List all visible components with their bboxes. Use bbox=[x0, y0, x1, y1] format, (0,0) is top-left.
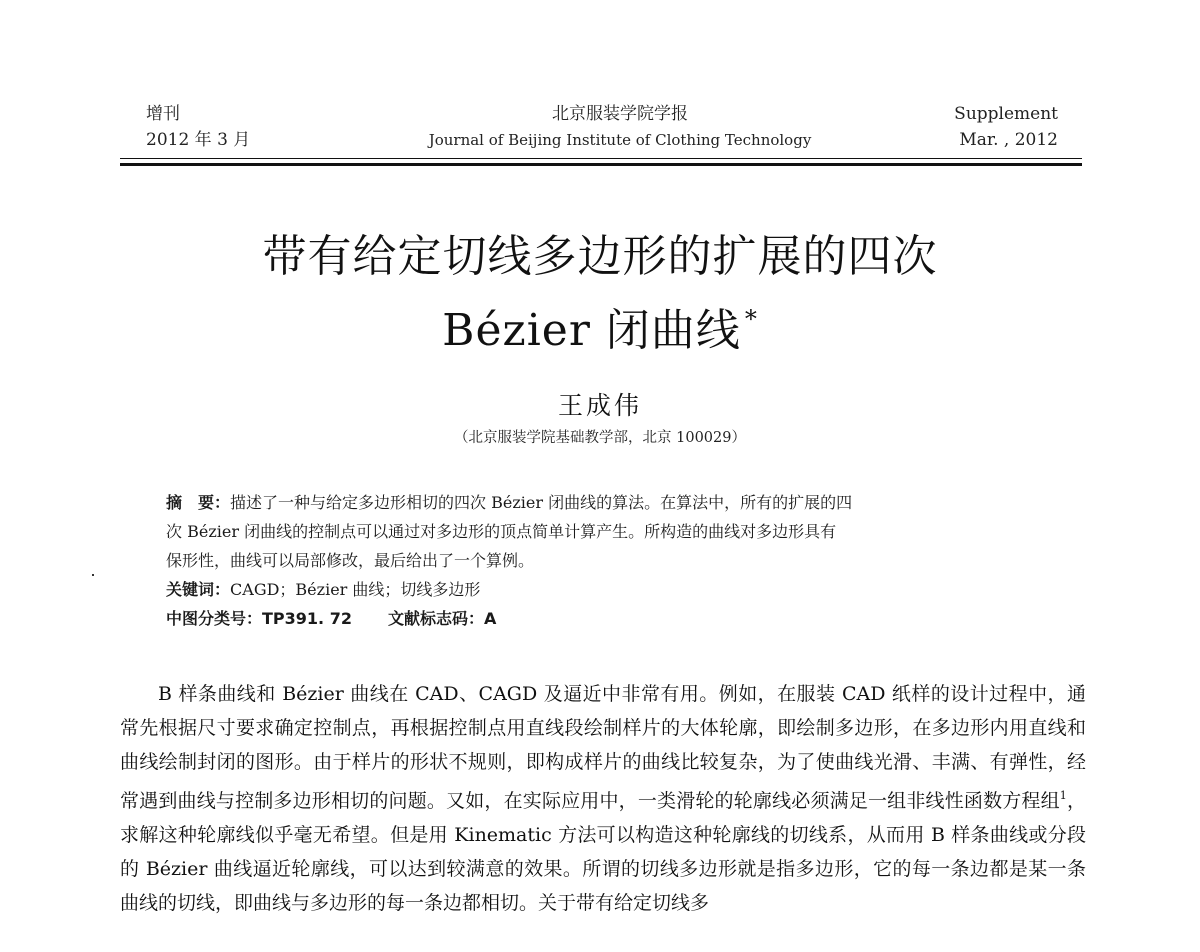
doc-code-value: A bbox=[483, 609, 497, 628]
body-paragraph bbox=[120, 677, 1086, 920]
abstract-label: 摘 要： bbox=[166, 493, 231, 512]
keywords-text: CAGD；Bézier 曲线；切线多边形 bbox=[230, 580, 481, 599]
abstract-text-line3: 保形性，曲线可以局部修改，最后给出了一个算例。 bbox=[166, 551, 535, 570]
author-name: 王成伟 bbox=[557, 391, 642, 420]
classification-line bbox=[166, 604, 1046, 633]
journal-issue-type-en: Supplement bbox=[954, 104, 1058, 124]
header-rule-thick bbox=[120, 163, 1082, 166]
journal-issue-date-en: Mar. , 2012 bbox=[959, 130, 1058, 150]
clc-label: 中图分类号： bbox=[166, 609, 263, 628]
abstract-block bbox=[166, 488, 1046, 633]
header-rule-thin bbox=[120, 158, 1082, 159]
keywords-label: 关键词： bbox=[166, 580, 231, 599]
article-title-line1: 带有给定切线多边形的扩展的四次 bbox=[262, 231, 938, 282]
body-text-part2: ，求解这种轮廓线似乎毫无希望。但是用 Kinematic 方法可以构造这种轮廓线的切线系，从而用 B 样条曲线或分段的 Bézier 曲线逼近轮廓线，可以达到较满意的效果。所谓的切线多边形就是指多边形，它的每一条边都是某一条曲线的切线，即曲线与多边形的每一条边都相切。关于带有给定切线多 bbox=[120, 790, 1086, 914]
keywords-line bbox=[166, 575, 1046, 604]
reference-mark: 1 bbox=[1059, 789, 1067, 802]
article-title-line2 bbox=[0, 290, 1200, 360]
header-left bbox=[146, 101, 250, 153]
author-affiliation: （北京服装学院基础教学部，北京 100029） bbox=[454, 430, 746, 446]
journal-issue-date: 2012 年 3 月 bbox=[146, 130, 251, 150]
abstract-text-line1: 描述了一种与给定多边形相切的四次 Bézier 闭曲线的算法。在算法中，所有的扩展的四 bbox=[230, 493, 853, 512]
title-footnote-mark: * bbox=[744, 305, 758, 333]
header-center bbox=[300, 101, 940, 153]
doc-code-label: 文献标志码： bbox=[387, 609, 484, 628]
clc-value: TP391. 72 bbox=[262, 609, 352, 628]
journal-name-cn: 北京服装学院学报 bbox=[552, 104, 688, 124]
body-text bbox=[120, 677, 1086, 920]
journal-issue-type: 增刊 bbox=[146, 104, 180, 124]
abstract-text-line2: 次 Bézier 闭曲线的控制点可以通过对多边形的顶点简单计算产生。所构造的曲线对多边形具有 bbox=[166, 522, 837, 541]
abstract-line1 bbox=[166, 488, 1046, 517]
journal-name-en: Journal of Beijing Institute of Clothing Technology bbox=[428, 131, 812, 149]
header-right bbox=[954, 101, 1058, 153]
article-title-text: Bézier 闭曲线 bbox=[442, 305, 741, 356]
scan-speck bbox=[92, 574, 94, 576]
body-text-part1: B 样条曲线和 Bézier 曲线在 CAD、CAGD 及逼近中非常有用。例如，在服装 CAD 纸样的设计过程中，通常先根据尺寸要求确定控制点，再根据控制点用直线段绘制样片的大体轮廓，即绘制多边形，在多边形内用直线和曲线绘制封闭的图形。由于样片的形状不规则，即构成样片的曲线比较复杂，为了使曲线光滑、丰满、有弹性，经常遇到曲线与控制多边形相切的问题。又如，在实际应用中，一类滑轮的轮廓线必须满足一组非线性函数方程组 bbox=[120, 683, 1086, 812]
